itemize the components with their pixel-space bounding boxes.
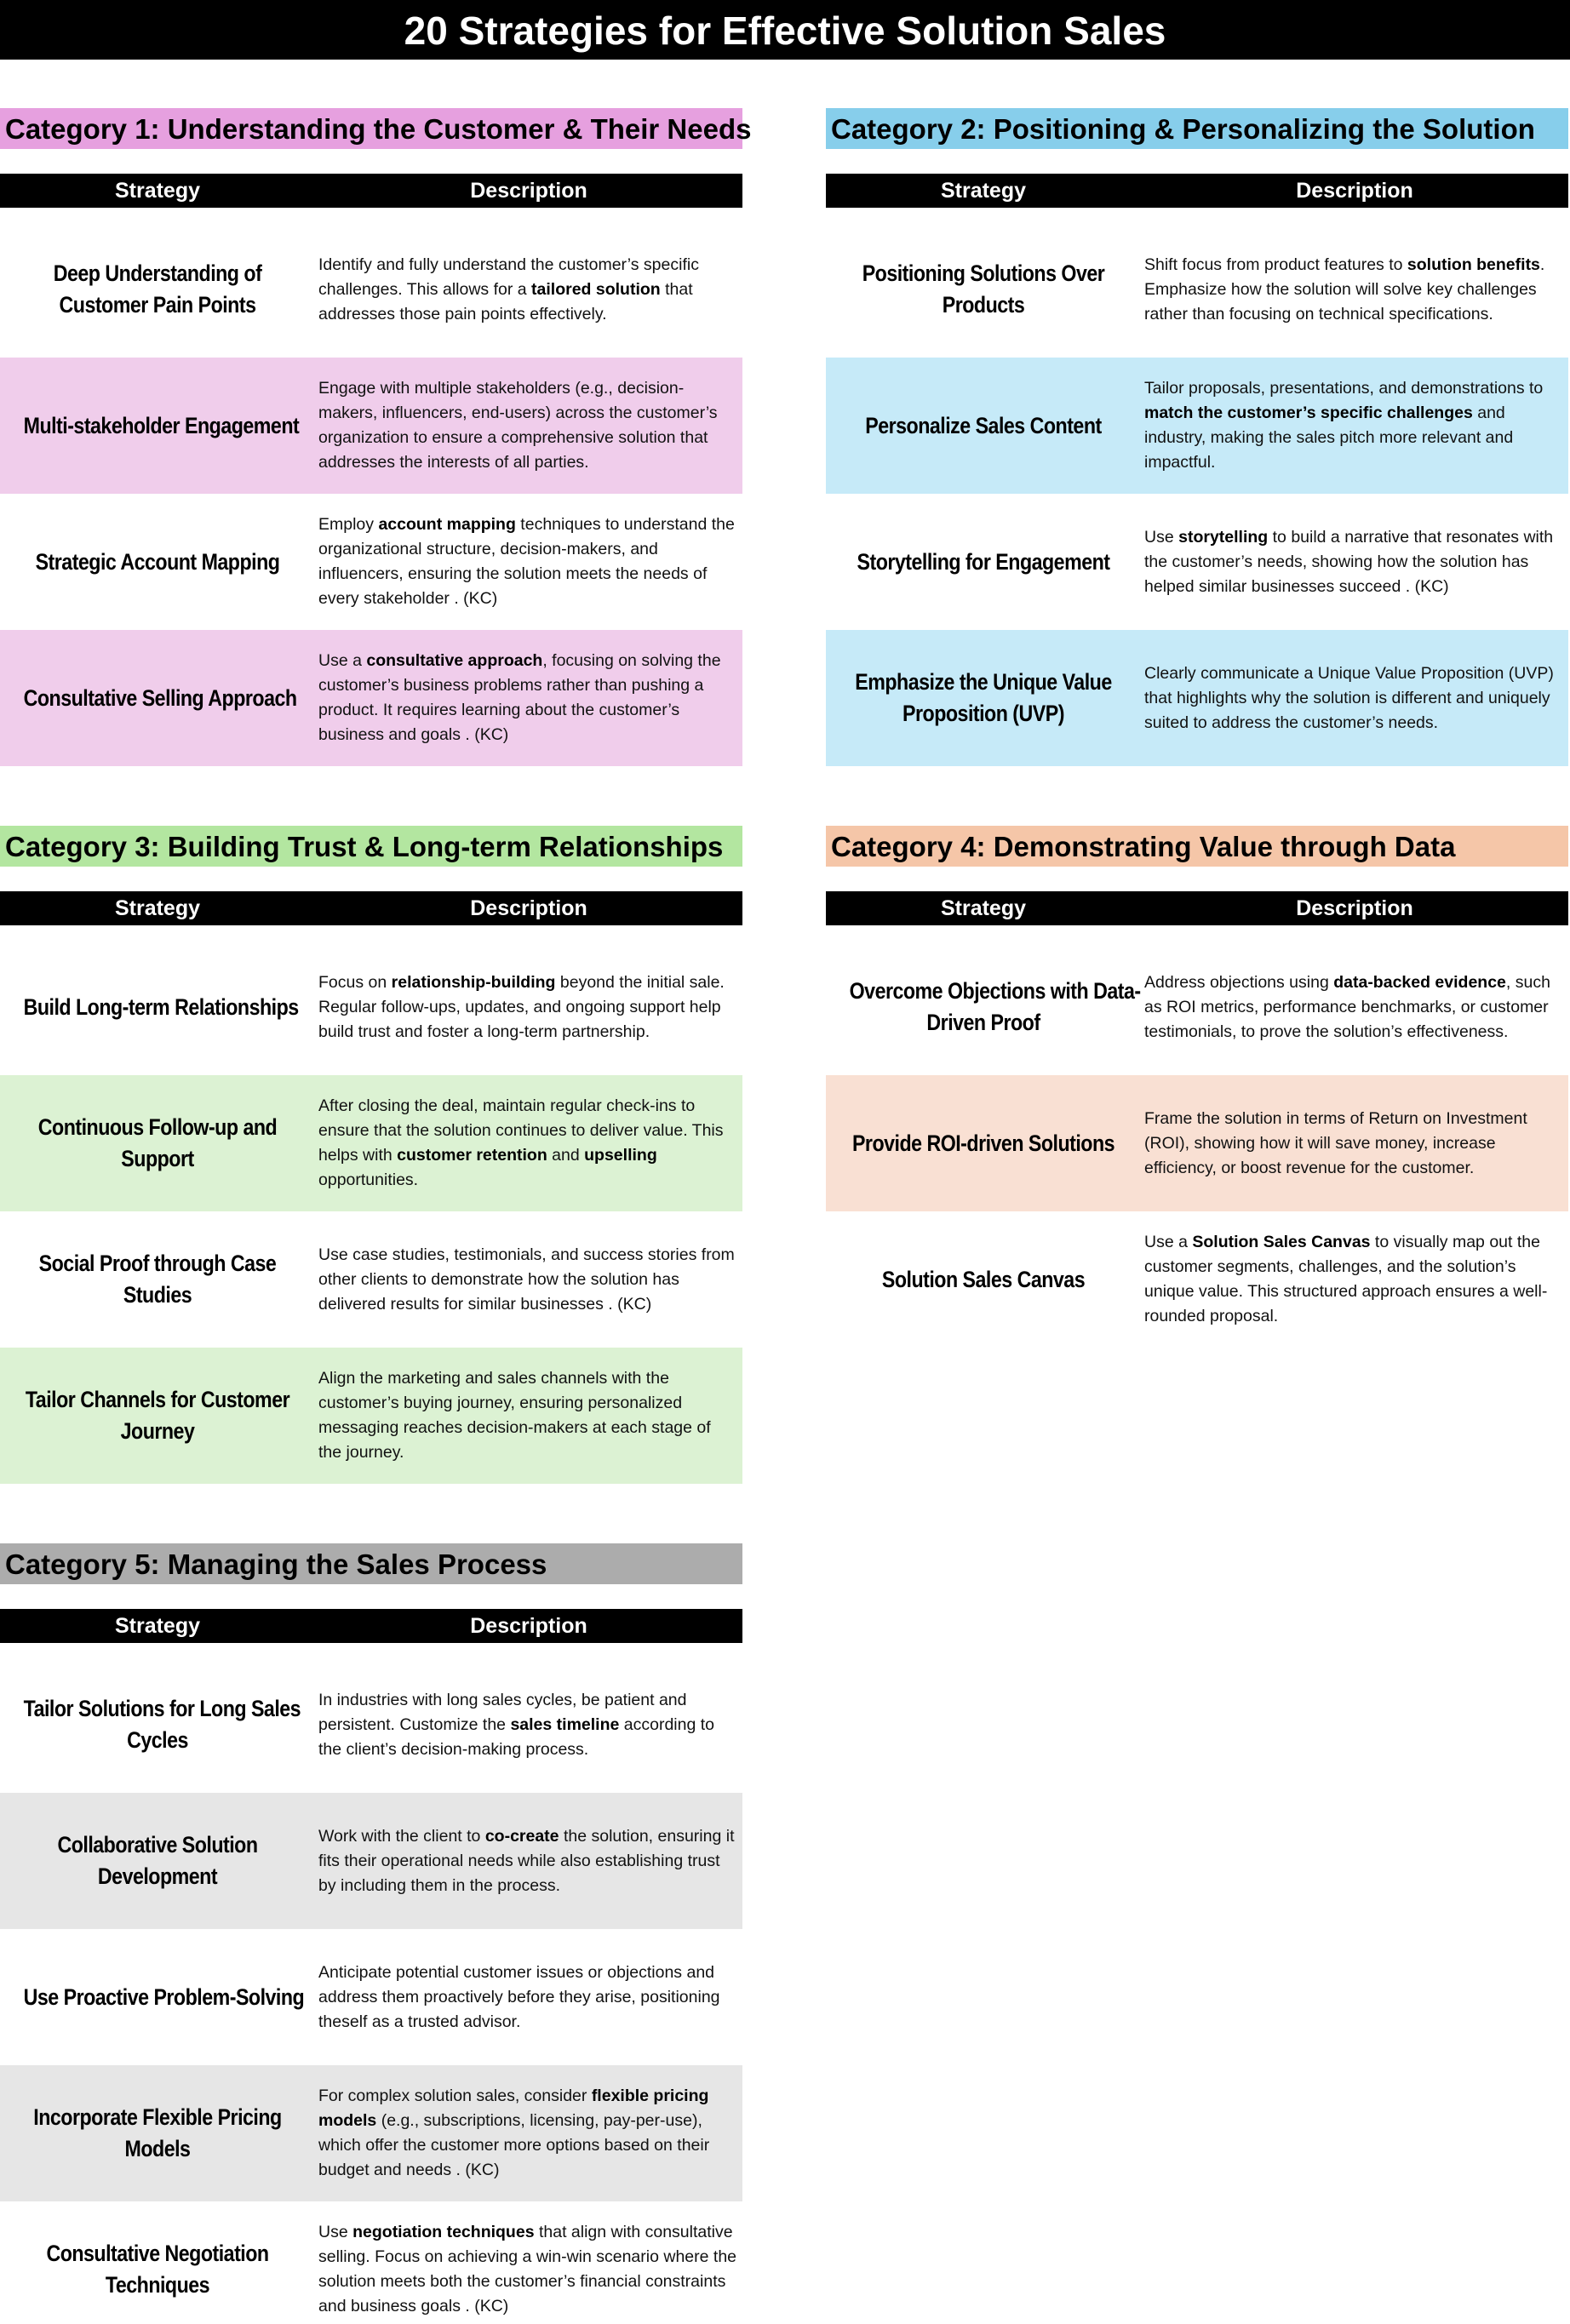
strategy-name-line: Build Long-term Relationships — [23, 993, 299, 1020]
strategy-name-line: Personalize Sales Content — [865, 412, 1102, 438]
description-emphasis: co-create — [484, 1826, 559, 1846]
description-emphasis: relationship-building — [391, 972, 556, 992]
description-emphasis: flexible pricing models — [318, 2086, 709, 2130]
strategy-name — [22, 2102, 293, 2165]
strategy-name-line: Incorporate Flexible Pricing — [33, 2104, 282, 2130]
strategy-name — [22, 1693, 301, 1756]
description-text: to visually map out the customer segments, challenges, and the solution’s unique value. This structured approach ensures a well-rounded proposal. — [1144, 1233, 1548, 1325]
strategy-table-body — [0, 1657, 742, 2324]
description-text: techniques to understand the organizational structure, decision-makers, and influencers, ensuring the solution meets the needs of every stakeholder . (KC) — [318, 515, 735, 608]
strategy-name — [22, 1982, 305, 2013]
strategy-name-line: Products — [942, 292, 1025, 318]
strategy-description — [315, 2220, 742, 2319]
strategy-description — [1141, 376, 1568, 475]
category-section-5 — [0, 1543, 742, 2324]
column-header-strategy: Strategy — [940, 896, 1027, 920]
table-row — [826, 221, 1568, 358]
table-row — [0, 1929, 742, 2065]
strategy-name-line: Collaborative Solution — [57, 1832, 258, 1857]
strategy-name — [22, 1829, 293, 1892]
table-row — [826, 939, 1568, 1075]
table-row — [826, 358, 1568, 494]
category-header: Category 3: Building Trust & Long-term Relationships — [0, 826, 742, 867]
table-header-row — [0, 174, 742, 208]
description-text: . Emphasize how the solution will solve key challenges rather than focusing on technical specifications. — [1144, 255, 1545, 323]
description-text: opportunities. — [318, 1171, 419, 1189]
description-text: that addresses those pain points effectively. — [318, 279, 693, 323]
strategy-description — [315, 1824, 742, 1898]
table-row — [0, 1657, 742, 1793]
table-row — [0, 2065, 742, 2201]
description-text: , such as ROI metrics, performance benchmarks, or customer testimonials, to prove the solution’s effectiveness. — [1144, 972, 1550, 1041]
strategy-name — [848, 976, 1141, 1039]
strategy-name-line: Positioning Solutions Over — [862, 260, 1105, 286]
description-text: and industry, making the sales pitch more relevant and impactful. — [1144, 404, 1514, 472]
strategy-name-line: Consultative Selling Approach — [23, 684, 297, 711]
description-emphasis: negotiation techniques — [352, 2223, 535, 2241]
strategy-name-line: Solution Sales Canvas — [881, 1266, 1086, 1292]
category-header: Category 2: Positioning & Personalizing the Solution — [826, 108, 1568, 149]
description-text: that align with consultative selling. Focus on achieving a win-win scenario where the solution meets both the customer’s financial constraints and business goals . (KC) — [318, 2223, 737, 2315]
table-row — [0, 630, 742, 766]
strategy-description — [1141, 1107, 1568, 1181]
description-text: Identify and fully understand the customer’s specific challenges. This allows for a — [318, 255, 699, 299]
strategy-description — [315, 2084, 742, 2183]
description-text: , focusing on solving the customer’s business problems rather than pushing a product. It requires learning about the customer’s business and goals . (KC) — [318, 651, 721, 744]
strategy-description — [1141, 970, 1568, 1045]
category-section-2 — [826, 108, 1568, 766]
description-emphasis: customer retention — [397, 1146, 547, 1165]
strategy-name-line: Consultative Negotiation — [46, 2241, 269, 2266]
description-emphasis: storytelling — [1178, 527, 1269, 547]
description-text: to build a narrative that resonates with the customer’s needs, showing how the solution has helped similar businesses succeed . (KC) — [1144, 527, 1554, 596]
strategy-name — [848, 1264, 1119, 1296]
strategy-name — [848, 667, 1119, 730]
category-header: Category 1: Understanding the Customer & Their Needs — [0, 108, 742, 149]
strategy-name-line: Deep Understanding of — [53, 260, 262, 286]
strategy-name-line: Continuous Follow-up and — [37, 1114, 278, 1140]
description-text: For complex solution sales, consider — [318, 2086, 592, 2105]
strategy-name-line: Studies — [123, 1282, 192, 1308]
strategy-description — [315, 1094, 742, 1193]
description-emphasis: tailored solution — [531, 279, 661, 299]
table-row — [0, 1075, 742, 1211]
category-header: Category 4: Demonstrating Value through Data — [826, 826, 1568, 867]
description-emphasis: match the customer’s specific challenges — [1144, 404, 1473, 422]
strategy-name-line: Storytelling for Engagement — [857, 548, 1110, 575]
page-title: 20 Strategies for Effective Solution Sales — [0, 0, 1570, 60]
strategy-name-line: Tailor Solutions for Long Sales — [23, 1696, 301, 1721]
description-text: Use a — [318, 651, 367, 670]
column-header-strategy: Strategy — [940, 178, 1027, 203]
table-row — [0, 1211, 742, 1348]
strategy-name-line: Journey — [120, 1418, 195, 1444]
column-header-description: Description — [470, 178, 587, 203]
description-text: (e.g., subscriptions, licensing, pay-per-use), which offer the customer more options based on their budget and needs . (KC) — [318, 2111, 710, 2179]
strategy-name-line: Cycles — [127, 1727, 188, 1753]
description-text: Tailor proposals, presentations, and demonstrations to — [1144, 379, 1544, 398]
strategy-name — [848, 1128, 1119, 1159]
strategy-name — [848, 258, 1119, 321]
strategy-table-body — [0, 939, 742, 1484]
description-text: Work with the client to — [318, 1826, 485, 1846]
description-emphasis: solution benefits — [1407, 255, 1540, 274]
description-text: Anticipate potential customer issues or objections and address them proactively before they arise, positioning theself as a trusted advisor. — [318, 1962, 720, 2031]
description-emphasis: account mapping — [378, 515, 516, 534]
table-row — [0, 1348, 742, 1484]
strategy-name-line: Multi-stakeholder Engagement — [23, 412, 300, 438]
strategy-name-line: Models — [124, 2136, 191, 2161]
strategy-name — [22, 547, 293, 578]
strategy-name-line: Development — [97, 1863, 218, 1889]
column-header-strategy: Strategy — [114, 896, 201, 920]
description-text: the solution, ensuring it fits their operational needs while also establishing trust by including them in the process. — [318, 1826, 735, 1895]
strategy-description — [315, 253, 742, 327]
strategy-name-line: Techniques — [105, 2272, 210, 2298]
table-row — [0, 494, 742, 630]
strategy-description — [1141, 253, 1568, 327]
column-header-description: Description — [1296, 896, 1413, 920]
description-text: beyond the initial sale. Regular follow-ups, updates, and ongoing support help build trust and foster a long-term partnership. — [318, 972, 725, 1041]
category-section-3 — [0, 826, 742, 1484]
strategy-table-body — [826, 939, 1568, 1348]
description-text: After closing the deal, maintain regular check-ins to ensure that the solution continues to deliver value. This helps with — [318, 1096, 724, 1165]
table-row — [0, 1793, 742, 1929]
table-row — [826, 494, 1568, 630]
strategy-name — [22, 1112, 293, 1175]
strategy-name — [848, 410, 1119, 442]
description-text: Shift focus from product features to — [1144, 255, 1407, 274]
strategy-name-line: Social Proof through Case — [38, 1251, 277, 1276]
description-emphasis: data-backed evidence — [1333, 972, 1506, 992]
table-row — [0, 2201, 742, 2324]
column-header-description: Description — [470, 896, 587, 920]
table-header-row — [826, 174, 1568, 208]
strategy-name — [22, 992, 299, 1023]
description-emphasis: consultative approach — [366, 651, 543, 670]
column-header-description: Description — [470, 1613, 587, 1638]
strategy-name — [22, 1248, 293, 1311]
strategy-name-line: Strategic Account Mapping — [35, 548, 280, 575]
description-text: Frame the solution in terms of Return on Investment (ROI), showing how it will save money, increase efficiency, or boost revenue for the customer. — [1144, 1108, 1527, 1177]
category-header: Category 5: Managing the Sales Process — [0, 1543, 742, 1584]
table-header-row — [826, 891, 1568, 925]
description-emphasis: upselling — [584, 1146, 657, 1165]
table-row — [826, 630, 1568, 766]
description-emphasis: Solution Sales Canvas — [1192, 1233, 1371, 1251]
strategy-name — [22, 2238, 293, 2301]
strategy-name-line: Overcome Objections with Data- — [849, 978, 1141, 1004]
column-header-strategy: Strategy — [114, 1613, 201, 1638]
description-text: and — [547, 1146, 585, 1165]
strategy-name-line: Driven Proof — [926, 1010, 1040, 1035]
column-header-description: Description — [1296, 178, 1413, 203]
description-text: Employ — [318, 515, 379, 534]
strategy-description — [1141, 525, 1568, 599]
strategy-name-line: Proposition (UVP) — [902, 701, 1064, 726]
strategy-description — [315, 376, 742, 475]
strategy-name-line: Emphasize the Unique Value — [855, 669, 1112, 695]
description-text: Align the marketing and sales channels with the customer’s buying journey, ensuring personalized messaging reaches decision-makers at each stage of the journey. — [318, 1369, 711, 1462]
strategy-name-line: Use Proactive Problem-Solving — [23, 1983, 305, 2010]
strategy-description — [315, 649, 742, 747]
table-row — [0, 358, 742, 494]
description-text: Use a — [1144, 1233, 1193, 1251]
strategy-name-line: Support — [121, 1146, 194, 1171]
strategy-table-body — [0, 221, 742, 766]
description-text: Engage with multiple stakeholders (e.g., decision-makers, influencers, end-users) across the customer’s organization to ensure a comprehensive solution that addresses the interests of all parties. — [318, 379, 718, 472]
description-text: Use — [1144, 527, 1179, 547]
description-text: Use — [318, 2223, 353, 2241]
table-header-row — [0, 1609, 742, 1643]
table-row — [0, 939, 742, 1075]
strategy-description — [1141, 1230, 1568, 1329]
strategy-name — [22, 683, 297, 714]
strategy-name — [22, 1384, 293, 1447]
description-text: Clearly communicate a Unique Value Proposition (UVP) that highlights why the solution is different and uniquely suited to address the customer’s needs. — [1144, 663, 1554, 732]
table-row — [826, 1075, 1568, 1211]
strategy-description — [315, 512, 742, 611]
strategy-description — [315, 1366, 742, 1465]
strategy-name-line: Customer Pain Points — [59, 292, 256, 318]
description-emphasis: sales timeline — [510, 1714, 620, 1734]
strategy-description — [315, 1243, 742, 1317]
strategy-name — [848, 547, 1119, 578]
strategy-name — [22, 410, 300, 442]
table-header-row — [0, 891, 742, 925]
description-text: Focus on — [318, 972, 392, 992]
table-row — [826, 1211, 1568, 1348]
strategy-description — [315, 1961, 742, 2035]
table-row — [0, 221, 742, 358]
strategy-name-line: Provide ROI-driven Solutions — [851, 1130, 1115, 1156]
strategy-name-line: Tailor Channels for Customer — [25, 1387, 290, 1412]
category-section-1 — [0, 108, 752, 766]
category-section-4 — [826, 826, 1568, 1348]
strategy-table-body — [826, 221, 1568, 766]
description-text: Use case studies, testimonials, and success stories from other clients to demonstrate how the solution has delivered results for similar businesses . (KC) — [318, 1245, 735, 1314]
description-text: In industries with long sales cycles, be patient and persistent. Customize the — [318, 1690, 687, 1734]
description-text: according to the client’s decision-making process. — [318, 1714, 714, 1759]
strategy-description — [315, 1688, 742, 1762]
description-text: Address objections using — [1144, 972, 1334, 992]
strategy-name — [22, 258, 293, 321]
strategy-description — [1141, 661, 1568, 736]
column-header-strategy: Strategy — [114, 178, 201, 203]
strategy-description — [315, 970, 742, 1045]
